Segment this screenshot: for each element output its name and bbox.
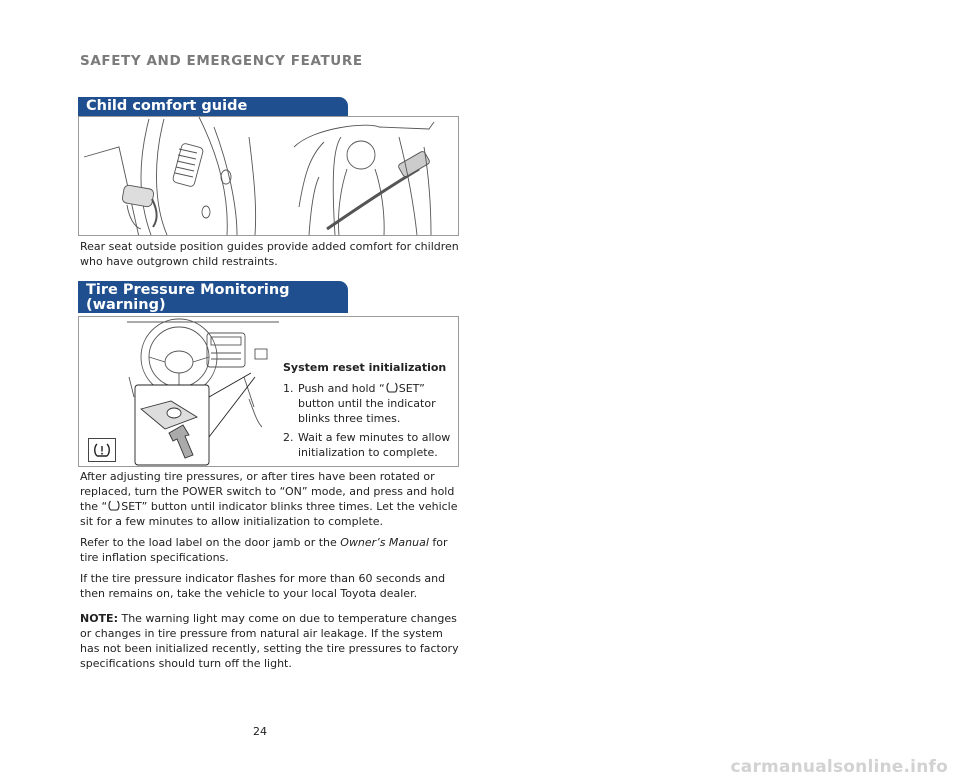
para1-b: SET” button until indicator blinks three times. Let the vehicle sit for a few minutes to allow initialization to complete. (80, 500, 458, 528)
tpms-paragraph-1 (80, 469, 465, 529)
tire-pressure-set-icon (386, 382, 398, 393)
owners-manual-ref: Owner’s Manual (340, 536, 429, 549)
step-text (298, 381, 455, 426)
tpms-paragraph-3: If the tire pressure indicator flashes for more than 60 seconds and then remains on, take the vehicle to your local Toyota dealer. (80, 572, 446, 600)
child-comfort-caption: Rear seat outside position guides provide added comfort for children who have outgrown child restraints. (80, 240, 459, 268)
reset-step-1 (283, 381, 455, 426)
step-text-b: SET” button until the indicator blinks three times. (298, 382, 436, 425)
tpms-paragraph-2 (80, 535, 465, 565)
page-number: 24 (253, 725, 267, 738)
reset-instructions (283, 360, 455, 464)
tpms-body (80, 469, 465, 677)
reset-title: System reset initialization (283, 361, 447, 374)
para2-a: Refer to the load label on the door jamb or the (80, 536, 341, 549)
tpms-heading (78, 281, 348, 313)
tire-pressure-set-icon (108, 500, 120, 511)
para2-b: for tire inflation specifications. (80, 536, 448, 564)
para1-a: After adjusting tire pressures, or after tires have been rotated or replaced, turn the POWER switch to “ON” mode, and press and hold the “ (80, 470, 455, 513)
child-comfort-heading (78, 97, 348, 116)
step-text: Wait a few minutes to allow initialization to complete. (298, 431, 451, 459)
step-number: 1. (283, 382, 294, 395)
step-text-a: Push and hold “ (298, 382, 385, 395)
tpms-heading-line1: Tire Pressure Monitoring (warning) (86, 282, 290, 313)
note-label: NOTE: (80, 612, 118, 625)
tire-pressure-warning-icon (93, 443, 111, 457)
note-text: The warning light may come on due to temperature changes or changes in tire pressure from natural air leakage. If the system has not been initialized recently, setting the tire pressures to factory specifications should turn off the light. (80, 612, 459, 670)
child-comfort-illustration (78, 116, 459, 236)
step-number: 2. (283, 431, 294, 444)
tpms-warning-indicator (88, 438, 116, 462)
child-comfort-drawing (79, 117, 459, 236)
reset-step-2 (283, 430, 455, 460)
watermark: carmanualsonline.info (730, 757, 948, 777)
section-label: SAFETY AND EMERGENCY FEATURE (80, 53, 363, 69)
tpms-note (80, 611, 465, 671)
child-comfort-heading-text: Child comfort guide (86, 98, 248, 114)
